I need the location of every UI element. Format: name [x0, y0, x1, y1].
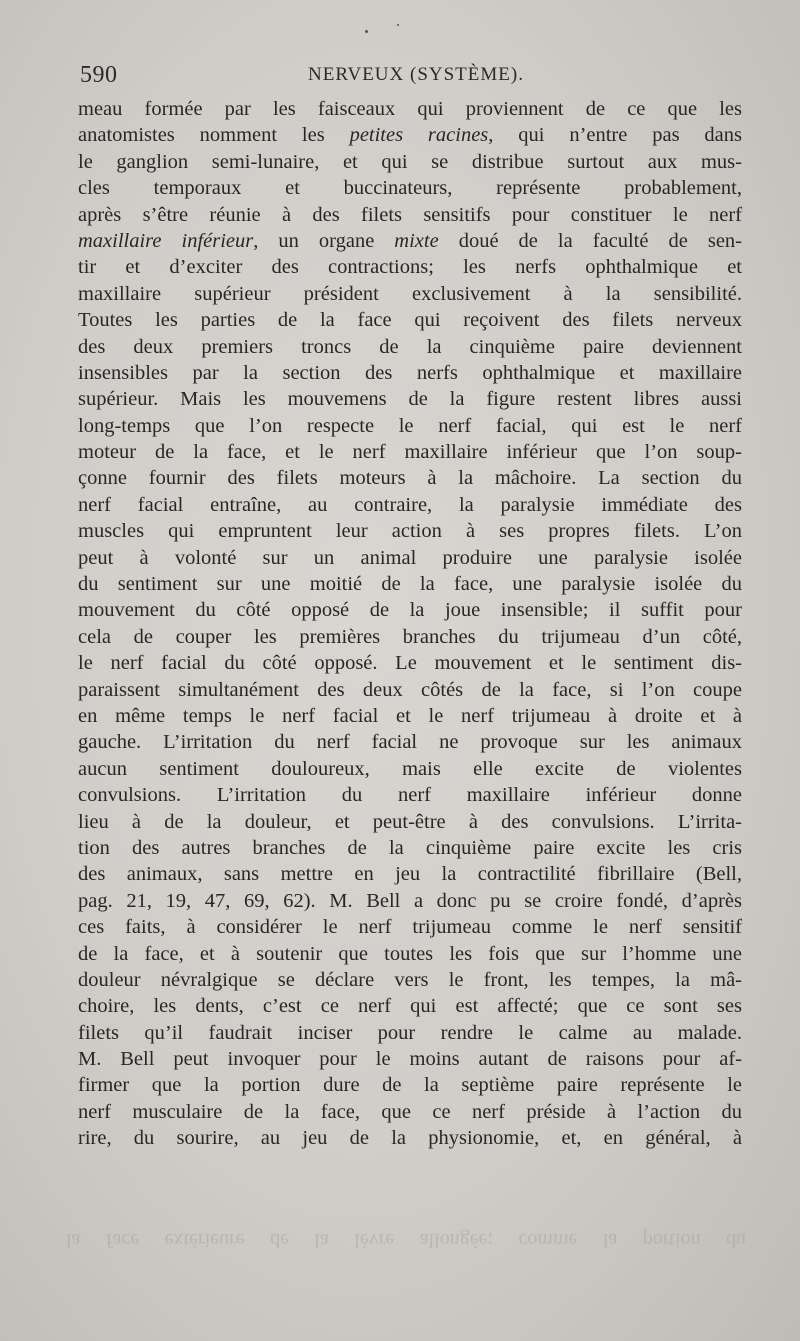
text-line: pag. 21, 19, 47, 69, 62). M. Bell a donc pu se croire fondé, d’après [78, 889, 742, 912]
text-line: filets qu’il faudrait inciser pour rendre le calme au malade. [78, 1021, 742, 1044]
print-speck [397, 24, 399, 26]
text-line: çonne fournir des filets moteurs à la mâchoire. La section du [78, 467, 742, 490]
text-line: cles temporaux et buccinateurs, représente probablement, [78, 177, 742, 200]
text-line: choire, les dents, c’est ce nerf qui est affecté; que ce sont ses [78, 995, 742, 1018]
text-line: des animaux, sans mettre en jeu la contractilité fibrillaire (Bell, [78, 863, 742, 886]
body-text [78, 96, 742, 1152]
italic-phrase: petites racines [349, 124, 489, 147]
text-line: après s’être réunie à des filets sensitifs pour constituer le nerf [78, 203, 742, 226]
text-line: maxillaire supérieur président exclusivement à la sensibilité. [78, 282, 742, 305]
italic-phrase: mixte [394, 229, 439, 252]
text-line: tir et d’exciter des contractions; les nerfs ophthalmique et [78, 256, 742, 279]
text-line: nerf musculaire de la face, que ce nerf préside à l’action du [78, 1100, 742, 1123]
running-head: NERVEUX (SYSTÈME). [308, 64, 524, 85]
text-line: des deux premiers troncs de la cinquième paire deviennent [78, 335, 742, 358]
text-line: Toutes les parties de la face qui reçoivent des filets nerveux [78, 309, 742, 332]
text-line: le ganglion semi-lunaire, et qui se distribue surtout aux mus- [78, 150, 742, 173]
italic-phrase: maxillaire inférieur [78, 229, 254, 252]
text-line: muscles qui empruntent leur action à ses propres filets. L’on [78, 520, 742, 543]
text-line: paraissent simultanément des deux côtés de la face, si l’on coupe [78, 678, 742, 701]
text-line: du sentiment sur une moitié de la face, une paralysie isolée du [78, 573, 742, 596]
text-line: maxillaire inférieur, un organe mixte doué de la faculté de sen- [78, 229, 742, 252]
text-line: supérieur. Mais les mouvemens de la figure restent libres aussi [78, 388, 742, 411]
text-line: de la face, et à soutenir que toutes les fois que sur l’homme une [78, 942, 742, 965]
text-line: moteur de la face, et le nerf maxillaire inférieur que l’on soup- [78, 441, 742, 464]
text-line: tion des autres branches de la cinquième paire excite les cris [78, 836, 742, 859]
bleed-through-text: la face extérieure de la lèvre allongée; comme la portion du [66, 1229, 746, 1251]
print-speck [365, 30, 368, 33]
text-line: insensibles par la section des nerfs ophthalmique et maxillaire [78, 361, 742, 384]
page-number: 590 [80, 62, 118, 88]
text-line: firmer que la portion dure de la septième paire représente le [78, 1074, 742, 1097]
text-line: convulsions. L’irritation du nerf maxillaire inférieur donne [78, 784, 742, 807]
text-line: le nerf facial du côté opposé. Le mouvement et le sentiment dis- [78, 652, 742, 675]
text-line: gauche. L’irritation du nerf facial ne provoque sur les animaux [78, 731, 742, 754]
text-line: aucun sentiment douloureux, mais elle excite de violentes [78, 757, 742, 780]
text-line: cela de couper les premières branches du trijumeau d’un côté, [78, 625, 742, 648]
text-line: rire, du sourire, au jeu de la physionomie, et, en général, à [78, 1127, 742, 1150]
text-line: meau formée par les faisceaux qui proviennent de ce que les [78, 98, 742, 120]
text-line: ces faits, à considérer le nerf trijumeau comme le nerf sensitif [78, 916, 742, 939]
text-line: douleur névralgique se déclare vers le front, les tempes, la mâ- [78, 968, 742, 991]
text-line: anatomistes nomment les petites racines, qui n’entre pas dans [78, 124, 742, 147]
text-line: mouvement du côté opposé de la joue insensible; il suffit pour [78, 599, 742, 622]
text-line: peut à volonté sur un animal produire une paralysie isolée [78, 546, 742, 569]
text-line: lieu à de la douleur, et peut-être à des convulsions. L’irrita- [78, 810, 742, 833]
text-line: en même temps le nerf facial et le nerf trijumeau à droite et à [78, 704, 742, 727]
text-line: nerf facial entraîne, au contraire, la paralysie immédiate des [78, 493, 742, 516]
text-line: M. Bell peut invoquer pour le moins autant de raisons pour af- [78, 1048, 742, 1071]
text-line: long-temps que l’on respecte le nerf facial, qui est le nerf [78, 414, 742, 437]
page-header [80, 62, 740, 90]
